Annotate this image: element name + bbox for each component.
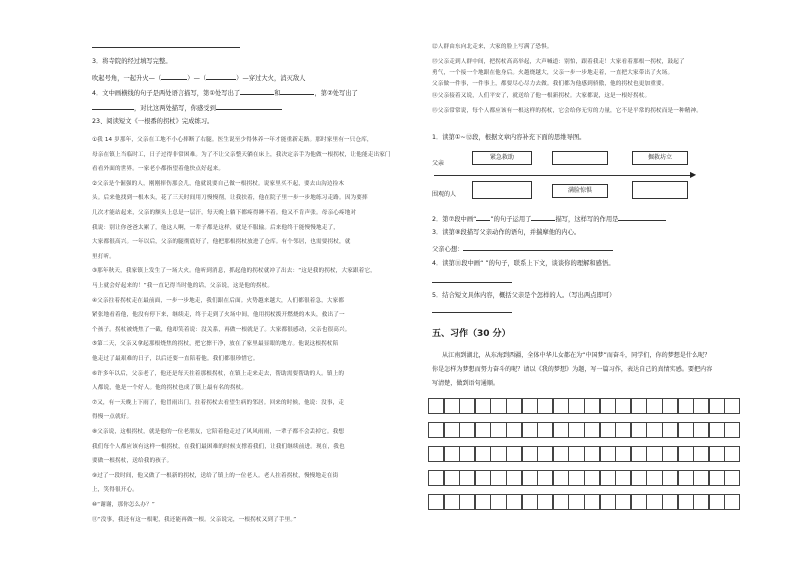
grid-cell[interactable] [506,494,522,510]
grid-cell[interactable] [568,470,584,486]
grid-cell[interactable] [506,470,522,486]
grid-cell[interactable] [678,422,694,438]
grid-cell[interactable] [678,446,694,462]
grid-cell[interactable] [444,398,460,414]
grid-row [428,470,752,486]
grid-cell[interactable] [615,398,631,414]
father-label: 父亲 [432,160,445,167]
grid-cell[interactable] [459,470,475,486]
grid-cell[interactable] [615,446,631,462]
blank[interactable] [531,214,555,221]
q1-prompt: 1．读第①~⑫段，根据文章内容补充下面的思维导图。 [432,134,586,141]
grid-cell[interactable] [615,494,631,510]
blank[interactable] [240,88,274,95]
grid-cell[interactable] [600,470,616,486]
writing-prompt-3: 写清楚，做到语句通顺。 [432,380,500,387]
passage-line: ⑮父亲常常说，每个人都应该有一根这样的拐杖，它会给你无穷的力量，它不是平常的拐杖而是一种精神。 [432,108,702,114]
grid-cell[interactable] [600,398,616,414]
grid-cell[interactable] [428,470,444,486]
passage-line: ⑩“谢谢，那你怎么办？” [92,502,155,508]
passage-line: ⑧父亲说，这根拐杖，就是他的一位老朋友，它陪着他走过了风风雨雨，一辈子都不会丢掉它。我想 [92,429,345,435]
blank[interactable] [216,103,282,110]
grid-cell[interactable] [553,422,569,438]
passage-line: 里打听。 [92,253,115,260]
grid-cell[interactable] [584,470,600,486]
grid-cell[interactable] [553,470,569,486]
passage-line: ③那年秋天，我家镇上发生了一场大火。他听到消息，抓起他的拐杖就冲了出去：“这是我的拐杖，大家跟着它， [92,268,376,275]
grid-cell[interactable] [522,494,538,510]
timeline-axis [434,175,692,176]
passage-line: 几次才能站起来，父亲的额头上总是一层汗，每天晚上躺下都疼得睡不着。他又不肯声张。母亲心疼地对 [92,210,357,216]
q4-line1: 4．文中画横线的句子是两处语言描写，第①处写出了 和 ，第②处写出了 [92,90,358,97]
grid-cell[interactable] [600,494,616,510]
passage-line: ⑦又，有一天晚上下雨了，他冒雨出门，拄着拐杖去看望生病的邻居。回来的时候，他说：没事，走 [92,399,345,406]
grid-cell[interactable] [709,422,725,438]
grid-cell[interactable] [568,398,584,414]
grid-cell[interactable] [568,446,584,462]
grid-cell[interactable] [709,470,725,486]
grid-cell[interactable] [522,470,538,486]
grid-cell[interactable] [553,398,569,414]
grid-cell[interactable] [568,494,584,510]
q5-prompt: 5．结合短文具体内容，概括父亲是个怎样的人。（写出两点即可） [432,292,616,299]
blank[interactable] [463,244,613,251]
grid-cell[interactable] [631,470,647,486]
grid-cell[interactable] [693,422,709,438]
grid-cell[interactable] [693,494,709,510]
diagram-box-5: 满脸惊惧 [552,184,608,198]
grid-cell[interactable] [646,494,662,510]
grid-cell[interactable] [678,470,694,486]
writing-section-title: 五、习作（30 分） [432,329,511,339]
q4-prompt: 4．读第⑪段中画“ ”的句子，联系上下文，谈谈你的理解和感悟。 [432,260,615,267]
grid-cell[interactable] [646,470,662,486]
passage-line: 马上就会好起来的！”我一直记得当时他的话，父亲说，这是他的拐杖。 [92,283,274,289]
grid-cell[interactable] [631,446,647,462]
grid-cell[interactable] [428,494,444,510]
grid-cell[interactable] [459,446,475,462]
blank[interactable] [206,73,236,80]
q2-prompt: 2．第⑦段中画“ ”的句子运用了 描写，这样写的作用是 [432,214,666,224]
grid-cell[interactable] [459,398,475,414]
q3-prompt: 3．将寺院的经过填写完整。 [92,58,172,65]
grid-row [428,398,752,414]
grid-cell[interactable] [506,422,522,438]
passage-line: 得慢一点就好。 [92,414,133,421]
writing-prompt-1: 从江南到湖北，从东海到西疆，全体中华儿女都在为“中国梦”而奋斗，同学们，你的梦想是什么呢？ [442,352,711,359]
blank[interactable] [161,73,187,80]
grid-cell[interactable] [724,446,740,462]
grid-cell[interactable] [522,446,538,462]
grid-cell[interactable] [631,494,647,510]
passage-line: 我说：别让你爸爸太累了，他这人啊，一辈子都是这样，就是不服输。后来他终于能慢慢地走了， [92,224,339,231]
passage-line: ②父亲是个倔强的人，刚刚摔伤那会儿，他就说要自己做一根拐杖。说家里买不起，要去山沟边捡木 [92,180,345,187]
section-title: 23、阅读短文《一根番的拐杖》完成练习。 [92,118,214,125]
grid-cell[interactable] [584,494,600,510]
grid-cell[interactable] [678,494,694,510]
grid-cell[interactable] [709,398,725,414]
blank[interactable] [476,214,490,221]
passage-line: 大家都很高兴。一年以后，父亲的腿彻底好了，他把那根拐杖放进了仓库。有个邻居，也需要拐杖，就 [92,239,351,246]
passage-line: 上，笑得很开心。 [92,487,138,494]
passage-line: ⑥许多年以后，父亲老了，他还是每天拄着那根拐杖，在镇上走来走去，帮助需要帮助的人。镇上的 [92,370,345,377]
grid-cell[interactable] [584,446,600,462]
grid-cell[interactable] [553,494,569,510]
diagram-box-4[interactable] [472,181,532,199]
grid-cell[interactable] [506,446,522,462]
grid-cell[interactable] [709,446,725,462]
passage-line: ⑭父亲接着又说，人们平安了，就送给了他一根新拐杖。大家都说，这是一根好拐杖。 [432,93,651,99]
grid-cell[interactable] [475,470,491,486]
passage-line: 我们每个人都应该有这样一根拐杖，在我们最困难的时候支撑着我们，让我们继续前进。现在，我也 [92,443,345,450]
q3-prompt: 3．读第⑧段描写父亲动作的语句，并揣摩他的内心。 [432,229,581,236]
answer-line [92,47,240,48]
grid-row [428,422,752,438]
passage-line: ④父亲拄着拐杖走在最前面，一步一步地走，我们跟在后面。火势越来越大，人们都很着急，大家都 [92,297,345,304]
grid-cell[interactable] [678,398,694,414]
passage-line: ⑬父亲走到人群中间，把拐杖高高举起，大声喊道：别怕，跟着我走！大家看着那根一拐杖，鼓起了 [432,59,685,65]
passage-line: 头。后来他找到一根木头，花了三天时间用刀慢慢削，让我扶着，他在院子里一步一步地练习走路。因为要摔 [92,195,368,202]
grid-cell[interactable] [459,422,475,438]
grid-cell[interactable] [459,494,475,510]
grid-cell[interactable] [475,398,491,414]
passage-line: ⑫人群由东向北走来，大家的脸上写满了恐惧。 [432,44,553,50]
grid-cell[interactable] [615,422,631,438]
grid-cell[interactable] [662,422,678,438]
answer-line[interactable] [432,312,512,313]
grid-cell[interactable] [693,470,709,486]
grid-cell[interactable] [537,398,553,414]
passage-line: 看看外面的世界。一家老小都指望着他快点好起来。 [92,166,225,173]
passage-line: 父亲做一件事，一件事上，都要尽心尽力去做。我们都为他感到骄傲，他的拐杖也更加重要。 [432,81,668,87]
passage-line: 勇气，一个接一个地跟在他身后。火越烧越大，父亲一步一步地走着，一直把大家带出了火场。 [432,70,674,76]
grid-cell[interactable] [584,398,600,414]
passage-line: ①我 14 岁那年，父亲在工地不小心摔断了右腿。医生说至少得休养一年才能重新走路。那时家里有一只仓库， [92,137,373,143]
answer-line[interactable] [432,282,512,283]
passage-line: 要做一根拐杖，送给我的孩子。 [92,458,173,465]
grid-cell[interactable] [631,398,647,414]
writing-prompt-2: 你是怎样为梦想而努力奋斗的呢？请以《我的梦想》为题，写一篇习作，表达自己的真情实感。要把内容 [432,366,713,373]
passage-line: ⑨过了一段时间，他又做了一根新的拐杖，送给了镇上的一位老人。老人拄着拐杖，慢慢地走在街 [92,472,339,479]
grid-cell[interactable] [600,446,616,462]
q3-sequence: 吹起号角，一起升火—（ ）—（ ）—穿过大火，消灭敌人 [92,75,306,82]
grid-cell[interactable] [506,398,522,414]
grid-cell[interactable] [646,422,662,438]
grid-cell[interactable] [631,422,647,438]
grid-cell[interactable] [537,494,553,510]
grid-cell[interactable] [490,422,506,438]
passage-line: 他走过了最艰难的日子，以后还要一直陪着他。我们都很珍惜它。 [92,356,259,362]
grid-cell[interactable] [444,446,460,462]
grid-cell[interactable] [724,494,740,510]
grid-cell[interactable] [568,422,584,438]
grid-row [428,446,752,462]
grid-cell[interactable] [444,470,460,486]
grid-cell[interactable] [662,398,678,414]
arrow-icon: ▶ [690,170,697,179]
composition-grid[interactable] [428,398,752,516]
grid-cell[interactable] [428,446,444,462]
grid-cell[interactable] [724,422,740,438]
grid-cell[interactable] [522,398,538,414]
q3-answer: 父亲心想： [432,244,613,254]
grid-cell[interactable] [724,470,740,486]
grid-cell[interactable] [428,422,444,438]
diagram-box-1: 紧急救助 [472,151,532,165]
diagram-box-3: 掘救坊立 [632,151,688,165]
grid-cell[interactable] [600,422,616,438]
grid-cell[interactable] [662,446,678,462]
crowd-label: 围观的人 [432,191,457,198]
grid-cell[interactable] [646,398,662,414]
grid-cell[interactable] [615,470,631,486]
grid-cell[interactable] [475,494,491,510]
grid-cell[interactable] [490,398,506,414]
grid-cell[interactable] [444,422,460,438]
grid-cell[interactable] [444,494,460,510]
grid-cell[interactable] [662,470,678,486]
grid-row [428,494,752,510]
grid-cell[interactable] [428,398,444,414]
grid-cell[interactable] [475,422,491,438]
grid-cell[interactable] [693,446,709,462]
passage-line: ⑪“没事，我还有这一根呢，我还能再做一根。父亲说完，一根拐杖又到了手里。” [92,516,297,523]
grid-cell[interactable] [522,422,538,438]
grid-cell[interactable] [475,446,491,462]
grid-cell[interactable] [490,494,506,510]
grid-cell[interactable] [662,494,678,510]
blank[interactable] [280,88,314,95]
passage-line: 紧张地看着他，他没有停下来，继续走，终于走到了火场中间，他用拐杖拨开燃烧的木头，救出了一 [92,312,345,319]
grid-cell[interactable] [490,446,506,462]
grid-cell[interactable] [537,446,553,462]
grid-cell[interactable] [553,446,569,462]
diagram-box-6[interactable] [632,181,688,199]
blank[interactable] [618,214,666,221]
grid-cell[interactable] [537,422,553,438]
grid-cell[interactable] [490,470,506,486]
passage-line: 母亲在镇上当临时工，日子过得非常困难。为了不让父亲整天躺在床上，我决定亲手为他做一根拐杖，让他能走出家门 [92,151,391,158]
blank[interactable] [92,103,134,110]
diagram-box-2[interactable] [552,151,608,165]
grid-cell[interactable] [693,398,709,414]
grid-cell[interactable] [646,446,662,462]
passage-line: ⑤第二天，父亲又拿起那根烧焦的拐杖，把它擦干净，放在了家里最显眼的地方。他说这根拐杖陪 [92,341,339,348]
passage-line: 人都说，他是一个好人。他的拐杖也成了镇上最有名的拐杖。 [92,385,248,392]
grid-cell[interactable] [584,422,600,438]
q4-line2: ，对比这两处描写，你感受到 [92,103,282,113]
grid-cell[interactable] [537,470,553,486]
passage-line: 个孩子。拐杖被烧焦了一截，他却笑着说：没关系，再做一根就是了。大家都很感动，父亲也很高兴。 [92,326,351,333]
grid-cell[interactable] [724,398,740,414]
grid-cell[interactable] [709,494,725,510]
